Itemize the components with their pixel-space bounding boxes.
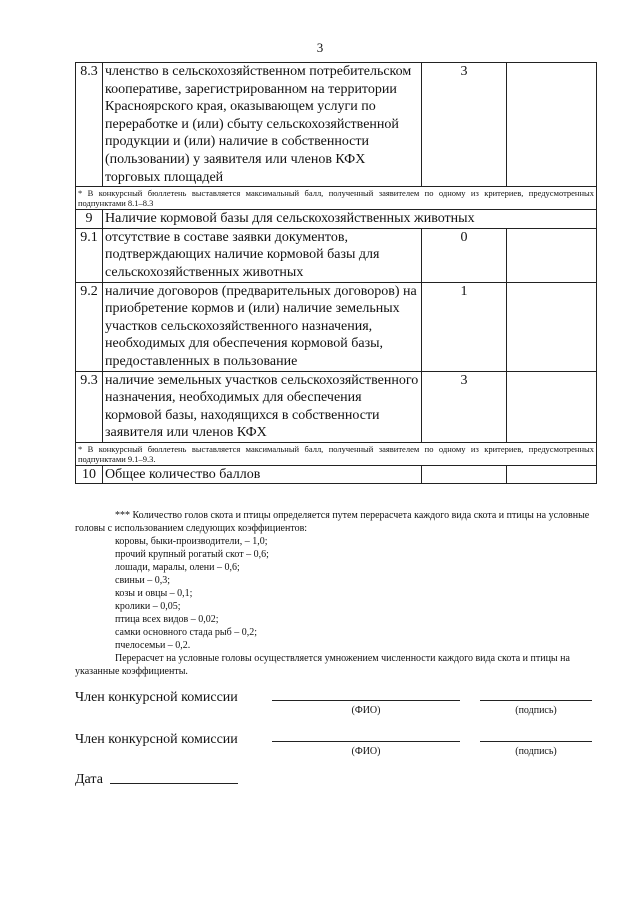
coefficient-item: коровы, быки-производители, – 1,0; [115,536,268,547]
sign-line-1 [480,700,592,701]
row-criterion: отсутствие в составе заявки документов, подтверждающих наличие кормовой базы для сельскохозяйственных животных [103,228,422,282]
fio-caption-2: (ФИО) [351,746,381,757]
row-blank-cell [507,63,597,187]
table-note-row [76,442,597,465]
row-score: 0 [422,228,507,282]
page-number: 3 [316,40,324,55]
date-label: Дата [75,772,103,787]
table-row [76,371,597,442]
date-line [110,783,238,784]
sign-caption-1: (подпись) [515,705,557,716]
row-number: 9 [76,210,103,229]
row-blank-cell [507,371,597,442]
row-score: 3 [422,371,507,442]
row-score [422,465,507,484]
table-row [76,63,597,187]
coefficient-item: прочий крупный рогатый скот – 0,6; [115,549,269,560]
member-label-2: Член конкурсной комиссии [75,732,238,747]
row-blank-cell [507,465,597,484]
sign-line-2 [480,741,592,742]
row-criterion: Наличие кормовой базы для сельскохозяйственных животных [103,210,597,229]
row-number: 10 [76,465,103,484]
fio-line-2 [272,741,460,742]
table-note: * В конкурсный бюллетень выставляется максимальный балл, полученный заявителем по одному из критериев, предусмотренных подпунктами 9.1–9.3. [76,442,597,465]
sign-caption-2: (подпись) [515,746,557,757]
table-note: * В конкурсный бюллетень выставляется максимальный балл, полученный заявителем по одному из критериев, предусмотренных подпунктами 8.1–8.3 [76,187,597,210]
row-blank-cell [507,282,597,371]
criteria-table [75,62,597,484]
coefficient-item: самки основного стада рыб – 0,2; [115,627,257,638]
coefficient-item: птица всех видов – 0,02; [115,614,219,625]
row-blank-cell [507,228,597,282]
table-note-row [76,187,597,210]
row-criterion: членство в сельскохозяйственном потребительском кооперативе, зарегистрированном на территории Красноярского края, оказывающем услуги по переработке и (или) сбыту сельскохозяйственной продукции и (или) наличие в собственности (пользовании) у заявителя или членов КФХ торговых площадей [103,63,422,187]
recalc-text: Перерасчет на условные головы осуществляется умножением численности каждого вида скота и птицы на указанные коэффициенты. [75,653,570,677]
fio-line-1 [272,700,460,701]
row-score: 1 [422,282,507,371]
table-row [76,282,597,371]
row-number: 8.3 [76,63,103,187]
coefficient-list [115,535,269,652]
table-row [76,228,597,282]
member-label-1: Член конкурсной комиссии [75,690,238,705]
coefficient-item: пчелосемьи – 0,2. [115,640,191,651]
row-criterion: наличие земельных участков сельскохозяйственного назначения, необходимых для обеспечения кормовой базы, находящихся в собственности заявителя или членов КФХ [103,371,422,442]
table-row [76,210,597,229]
row-number: 9.1 [76,228,103,282]
fio-caption-1: (ФИО) [351,705,381,716]
coefficient-item: козы и овцы – 0,1; [115,588,193,599]
coefficient-item: свиньи – 0,3; [115,575,171,586]
coefficient-item: кролики – 0,05; [115,601,181,612]
table-row [76,465,597,484]
footnote-text: *** Количество голов скота и птицы определяется путем перерасчета каждого вида скота и птицы на условные головы с использованием следующих коэффициентов: [75,510,590,534]
coefficient-item: лошади, маралы, олени – 0,6; [115,562,240,573]
row-criterion: наличие договоров (предварительных договоров) на приобретение кормов и (или) наличие земельных участков сельскохозяйственного назначения, необходимых для обеспечения кормовой базы, предоставленных в пользование [103,282,422,371]
row-score: 3 [422,63,507,187]
row-number: 9.2 [76,282,103,371]
row-criterion: Общее количество баллов [103,465,422,484]
row-number: 9.3 [76,371,103,442]
